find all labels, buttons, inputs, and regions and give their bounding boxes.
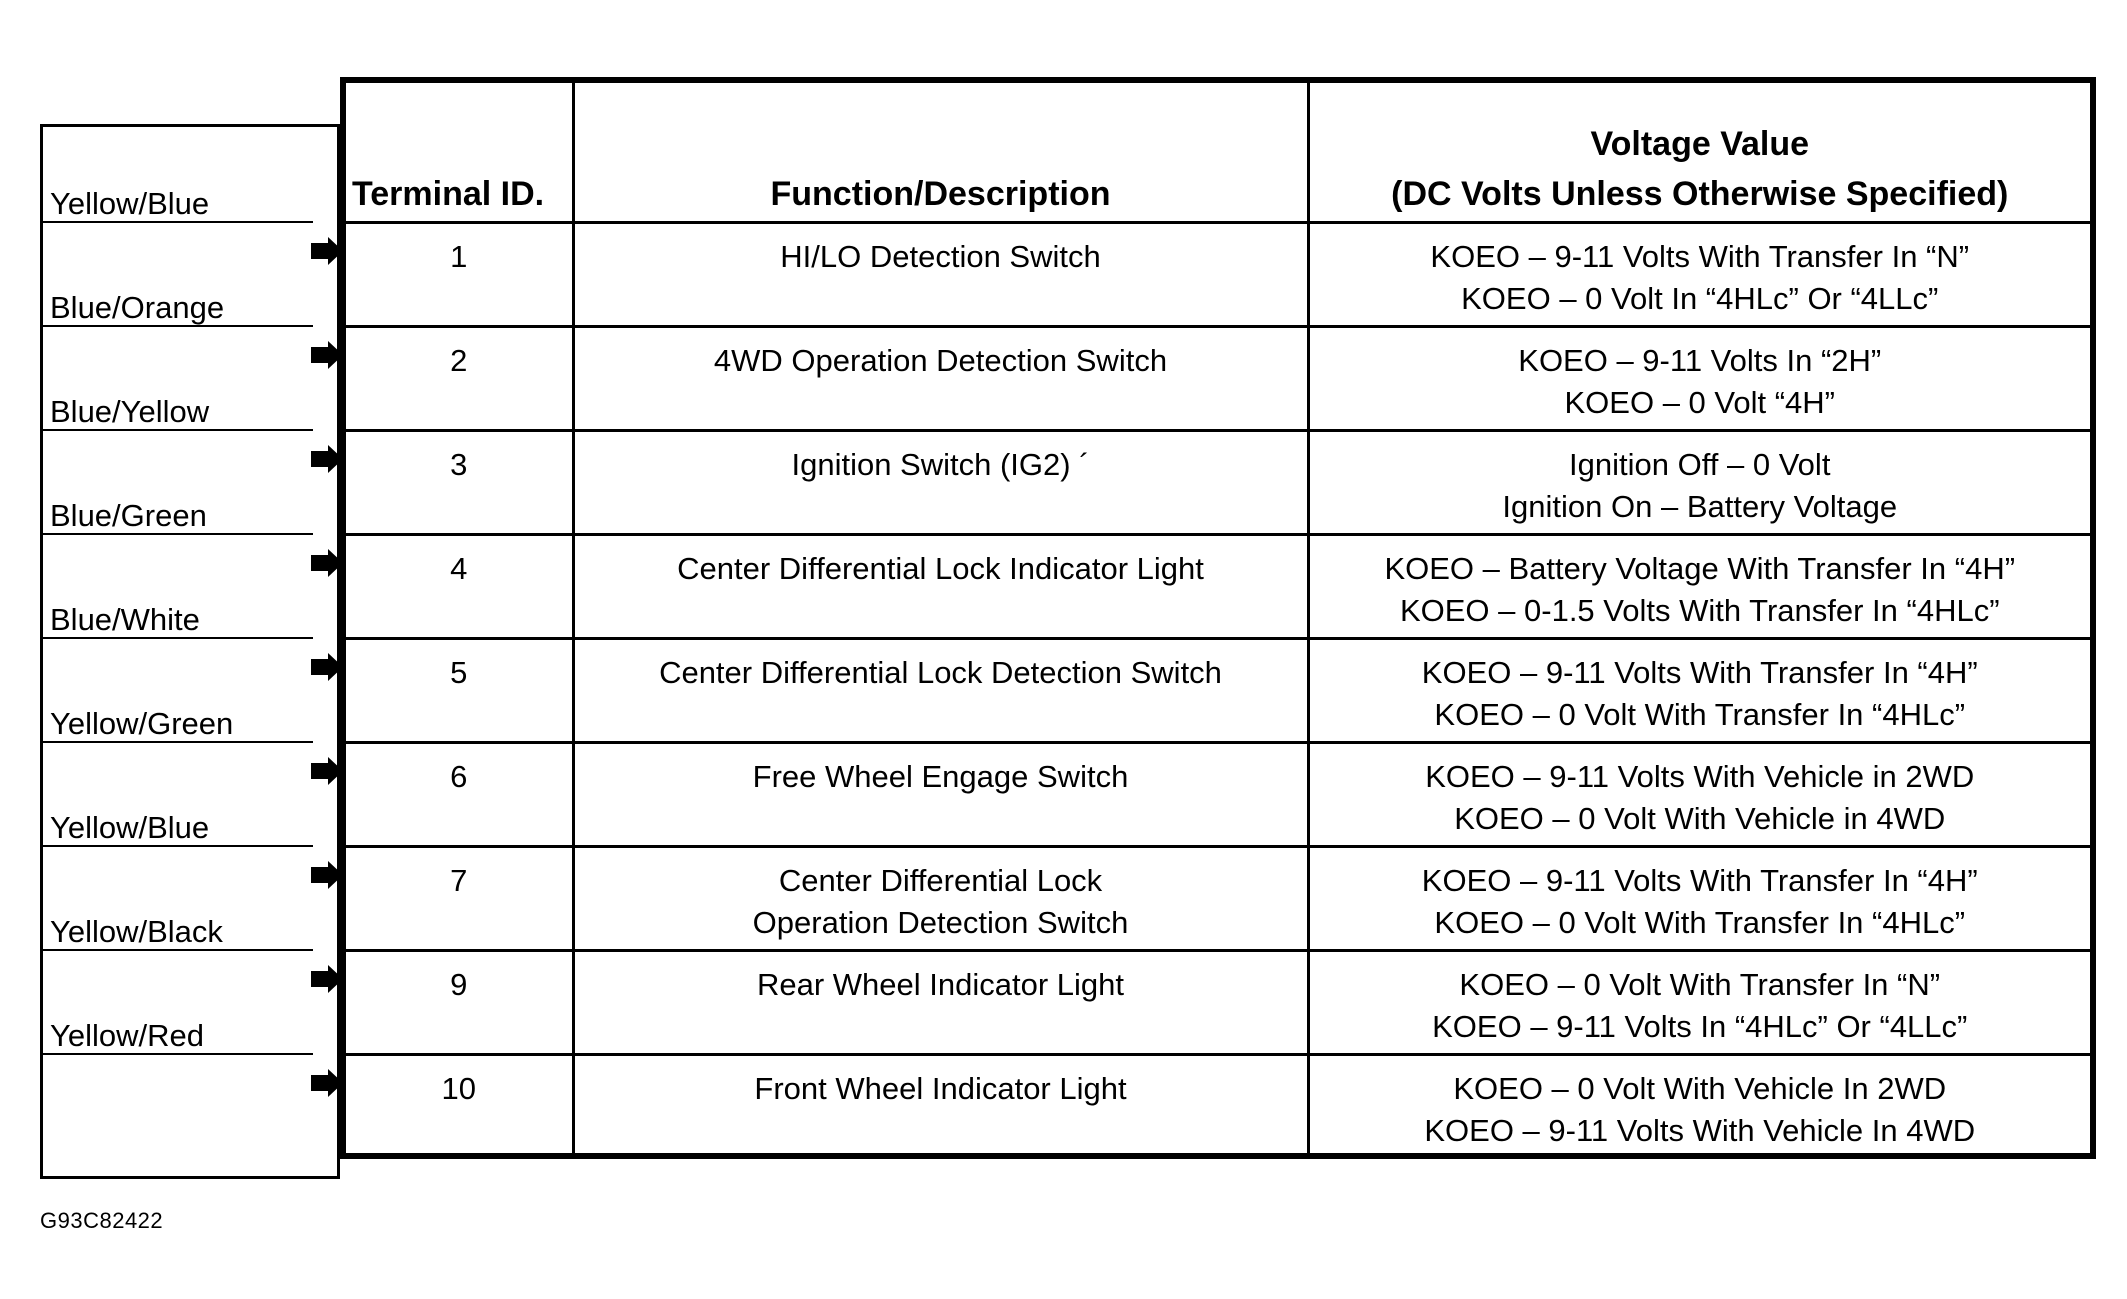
voltage-text: KOEO – 9-11 Volts In “4HLc” Or “4LLc” [1432,1008,1968,1044]
wire-line [43,845,313,847]
voltage-text: KOEO – Battery Voltage With Transfer In “4H” [1384,550,2016,586]
wire-color-label: Yellow/Red [50,1018,204,1053]
table-row [343,950,2093,1054]
terminal-id-cell: 5 [343,638,573,742]
wire-line [43,949,313,951]
voltage-text: KOEO – 9-11 Volts With Transfer In “4H” [1421,654,1978,690]
wire-item [43,995,343,1055]
voltage-text: KOEO – 9-11 Volts With Transfer In “4H” [1421,862,1978,898]
voltage-text: Ignition Off – 0 Volt [1569,446,1831,482]
voltage-cell [1308,1054,2093,1156]
function-cell [573,846,1308,950]
voltage-text: Ignition On – Battery Voltage [1502,488,1898,524]
function-text: 4WD Operation Detection Switch [713,342,1168,378]
voltage-cell [1308,742,2093,846]
table-row [343,222,2093,326]
wire-color-label: Yellow/Blue [50,810,210,845]
function-cell [573,534,1308,638]
table-row [343,326,2093,430]
voltage-text: KOEO – 0 Volt With Transfer In “N” [1459,966,1941,1002]
terminal-id-cell: 6 [343,742,573,846]
voltage-cell [1308,950,2093,1054]
terminal-id-cell: 4 [343,534,573,638]
wire-color-label: Blue/Orange [50,290,225,325]
function-text: Operation Detection Switch [752,904,1129,940]
table-body [343,222,2093,1156]
function-cell [573,222,1308,326]
wire-line [43,221,313,223]
wire-item [43,683,343,743]
wire-item [43,787,343,847]
header-terminal-id: Terminal ID. [343,80,573,222]
voltage-text: KOEO – 0 Volt With Vehicle in 4WD [1454,800,1946,836]
terminal-table [340,77,2096,1159]
terminal-id-cell: 9 [343,950,573,1054]
wire-color-label: Blue/Yellow [50,394,210,429]
function-text: Free Wheel Engage Switch [752,758,1129,794]
voltage-text: KOEO – 0 Volt In “4HLc” Or “4LLc” [1461,280,1939,316]
header-voltage [1308,80,2093,222]
wire-item [43,475,343,535]
function-cell [573,638,1308,742]
wire-color-label: Yellow/Black [50,914,223,949]
wire-item [43,891,343,951]
terminal-id-cell: 10 [343,1054,573,1156]
function-text: Ignition Switch (IG2) ´ [791,446,1090,482]
voltage-cell [1308,638,2093,742]
voltage-text: KOEO – 9-11 Volts With Transfer In “N” [1430,238,1970,274]
wire-color-label: Yellow/Blue [50,186,210,221]
voltage-cell [1308,534,2093,638]
wire-color-label: Blue/Green [50,498,207,533]
function-cell [573,950,1308,1054]
function-cell [573,742,1308,846]
wire-color-panel [40,124,340,1179]
wire-item [43,267,343,327]
wire-line [43,741,313,743]
wire-color-label: Yellow/Green [50,706,234,741]
wire-line [43,1053,313,1055]
voltage-cell [1308,222,2093,326]
table-row [343,430,2093,534]
function-text: HI/LO Detection Switch [780,238,1101,274]
function-cell [573,430,1308,534]
function-text: Front Wheel Indicator Light [754,1070,1127,1106]
voltage-text: KOEO – 0 Volt “4H” [1564,384,1835,420]
table-row [343,742,2093,846]
wire-item [43,163,343,223]
voltage-text: KOEO – 9-11 Volts With Vehicle In 4WD [1424,1112,1976,1148]
function-text: Center Differential Lock Detection Switch [659,654,1222,690]
voltage-cell [1308,846,2093,950]
header-function: Function/Description [573,80,1308,222]
wire-line [43,637,313,639]
terminal-id-cell: 7 [343,846,573,950]
terminal-id-cell: 3 [343,430,573,534]
voltage-text: KOEO – 0-1.5 Volts With Transfer In “4HLc” [1399,592,2000,628]
terminal-id-cell: 1 [343,222,573,326]
table-row [343,846,2093,950]
function-cell [573,326,1308,430]
wire-line [43,533,313,535]
terminal-id-cell: 2 [343,326,573,430]
function-text: Rear Wheel Indicator Light [756,966,1125,1002]
voltage-text: KOEO – 0 Volt With Vehicle In 2WD [1453,1070,1947,1106]
figure-id: G93C82422 [40,1208,164,1233]
table-row [343,638,2093,742]
function-cell [573,1054,1308,1156]
voltage-cell [1308,326,2093,430]
voltage-cell [1308,430,2093,534]
voltage-text: KOEO – 9-11 Volts In “2H” [1518,342,1882,378]
function-text: Center Differential Lock [778,862,1103,898]
wire-color-label: Blue/White [50,602,200,637]
header-voltage-line1: Voltage Value [1590,124,1810,163]
voltage-text: KOEO – 9-11 Volts With Vehicle in 2WD [1425,758,1975,794]
function-text: Center Differential Lock Indicator Light [677,550,1204,586]
table-row [343,534,2093,638]
table-row [343,1054,2093,1156]
wire-line [43,325,313,327]
voltage-text: KOEO – 0 Volt With Transfer In “4HLc” [1434,696,1966,732]
voltage-text: KOEO – 0 Volt With Transfer In “4HLc” [1434,904,1966,940]
wire-item [43,579,343,639]
wire-line [43,429,313,431]
header-voltage-line2: (DC Volts Unless Otherwise Specified) [1391,174,2009,213]
table-header-row [343,80,2093,222]
wire-item [43,371,343,431]
